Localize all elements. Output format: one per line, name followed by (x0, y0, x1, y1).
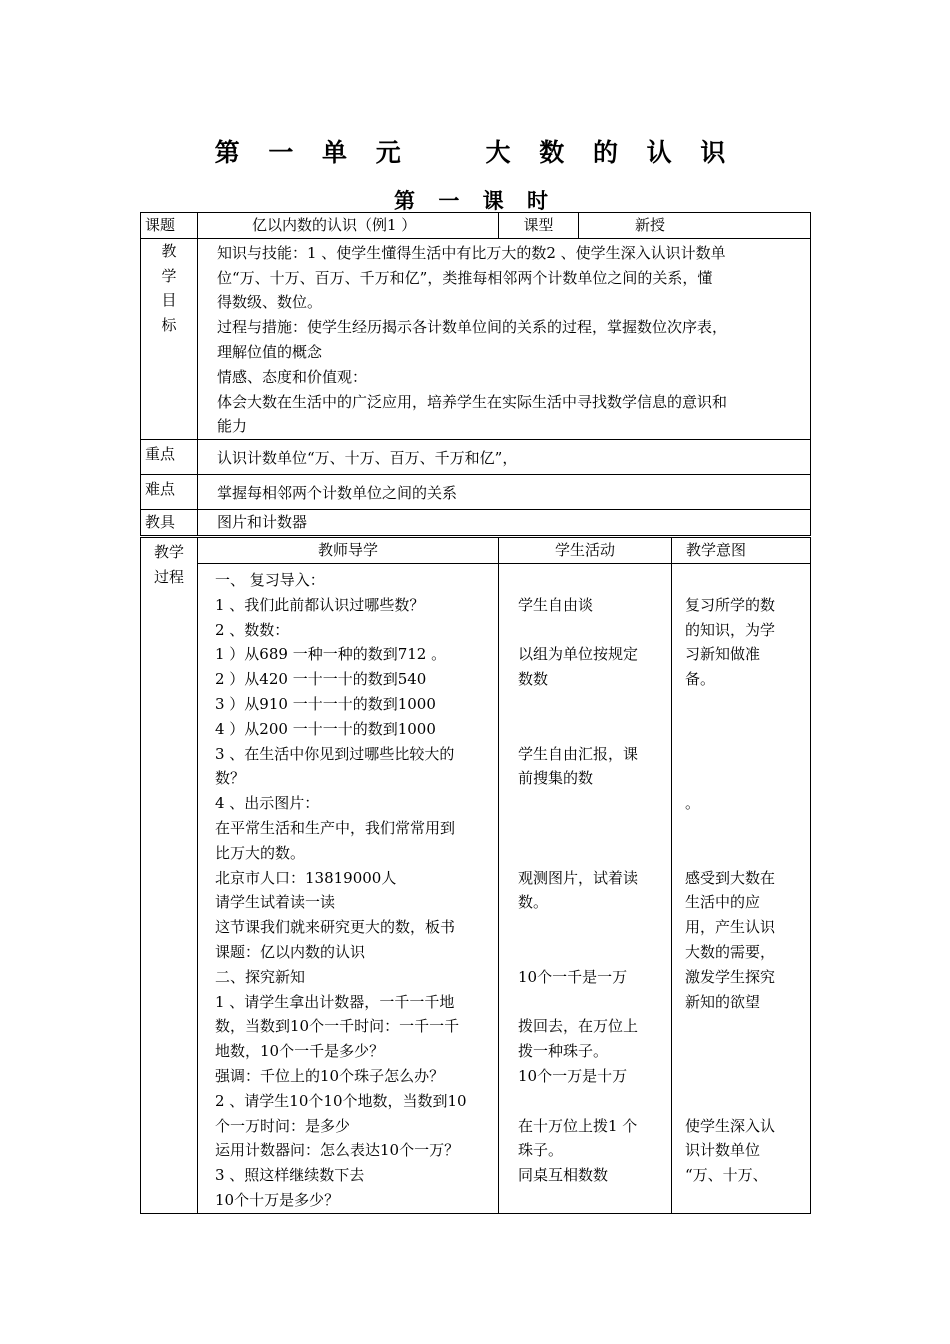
student-activity-line: 拨一种珠子。 (518, 1042, 609, 1061)
student-activity-line: 以组为单位按规定 (518, 645, 639, 664)
intent-line: 大数的需要， (685, 942, 776, 961)
difficulty-label: 难点 (141, 475, 198, 510)
teacher-line: 3 ）从910 一十一十的数到1000 (215, 694, 436, 713)
spacer (685, 692, 806, 717)
teacher-line: 二、探究新知 (215, 967, 306, 986)
spacer (685, 568, 806, 593)
student-activity-line: 学生自由谈 (518, 595, 594, 614)
intent-line: 用，产生认识 (685, 918, 776, 937)
spacer (685, 841, 806, 866)
teacher-line: 北京市人口：13819000人 (215, 868, 397, 887)
spacer (685, 816, 806, 841)
spacer (685, 766, 806, 791)
spacer (518, 940, 667, 965)
difficulty-value: 掌握每相邻两个计数单位之间的关系 (198, 475, 811, 510)
objectives-content (198, 238, 811, 439)
objectives-line: 理解位值的概念 (217, 342, 323, 361)
intent-line: 的知识，为学 (685, 620, 776, 639)
teacher-line: 请学生试着读一读 (215, 893, 336, 912)
spacer (685, 1039, 806, 1064)
process-label-char: 过程 (153, 568, 184, 586)
objectives-line: 位“万、十万、百万、千万和亿”，类推每相邻两个计数单位之间的关系，懂 (217, 268, 713, 287)
student-activity-line: 学生自由汇报，课 (518, 744, 639, 763)
intent-line: 使学生深入认 (685, 1116, 776, 1135)
student-activity-content (499, 564, 672, 1214)
process-table (140, 537, 811, 1214)
student-activity-line: 数数 (518, 670, 549, 689)
spacer (518, 692, 667, 717)
intent-line: 感受到大数在 (685, 868, 776, 887)
type-value: 新授 (579, 213, 811, 239)
key-point-label: 重点 (141, 440, 198, 475)
intent-line: 生活中的应 (685, 893, 761, 912)
spacer (518, 1089, 667, 1114)
process-side-label (141, 538, 198, 1214)
teacher-line: 1 、请学生拿出计数器，一千一千地 (215, 992, 455, 1011)
student-activity-line: 珠子。 (518, 1141, 564, 1160)
spacer (518, 717, 667, 742)
teacher-line: 地数，10个一千是多少？ (215, 1042, 385, 1061)
lesson-title: 第 一 课 时 (394, 188, 556, 213)
topic-value: 亿以内数的认识（例1 ） (198, 213, 499, 239)
teacher-column-header: 教师导学 (198, 538, 499, 564)
type-label: 课型 (499, 213, 579, 239)
student-activity-line: 观测图片，试着读 (518, 868, 639, 887)
teacher-line: 在平常生活和生产中，我们常常用到 (215, 818, 456, 837)
spacer (685, 717, 806, 742)
intent-content (672, 564, 811, 1214)
student-activity-line: 10个一千是一万 (518, 967, 628, 986)
teacher-line: 数，当数到10个一千时问：一千一千 (215, 1017, 460, 1036)
spacer (685, 1014, 806, 1039)
spacer (518, 915, 667, 940)
spacer (518, 816, 667, 841)
spacer (685, 1064, 806, 1089)
objectives-label-char: 标 (161, 316, 177, 335)
spacer (685, 742, 806, 767)
topic-label: 课题 (141, 213, 198, 239)
objectives-label-char: 教 (161, 241, 177, 260)
student-activity-line: 拨回去，在万位上 (518, 1017, 639, 1036)
spacer (518, 618, 667, 643)
intent-line: 新知的欲望 (685, 992, 761, 1011)
objectives-label (141, 238, 198, 439)
teacher-line: 比万大的数。 (215, 843, 306, 862)
tools-label: 教具 (141, 510, 198, 536)
teacher-line: 3 、照这样继续数下去 (215, 1166, 365, 1185)
unit-title: 第 一 单 元 大 数 的 认 识 (214, 138, 736, 167)
teacher-line: 1 ）从689 一种一种的数到712 。 (215, 645, 447, 664)
intent-line: 习新知做准 (685, 645, 761, 664)
student-activity-line: 10个一万是十万 (518, 1066, 628, 1085)
objectives-line: 能力 (217, 417, 248, 436)
objectives-line: 过程与措施：使学生经历揭示各计数单位间的关系的过程，掌握数位次序表， (217, 318, 728, 337)
teacher-guide-content (198, 564, 499, 1214)
intent-line: 备。 (685, 670, 716, 689)
objectives-label-char: 学 (161, 266, 177, 285)
teacher-line: 课题：亿以内数的认识 (215, 942, 366, 961)
teacher-line: 强调：千位上的10个珠子怎么办？ (215, 1066, 445, 1085)
objectives-line: 情感、态度和价值观： (217, 367, 368, 386)
objectives-line: 得数级、数位。 (217, 293, 323, 312)
intent-line: 。 (685, 794, 701, 813)
teacher-line: 4 、出示图片： (215, 794, 320, 813)
teacher-line: 一、 复习导入： (215, 571, 325, 589)
lesson-plan-table (140, 212, 811, 536)
spacer (685, 1089, 806, 1114)
intent-line: 激发学生探究 (685, 967, 776, 986)
tools-value: 图片和计数器 (198, 510, 811, 536)
spacer (518, 568, 667, 593)
student-column-header: 学生活动 (499, 538, 672, 564)
student-activity-line: 同桌互相数数 (518, 1166, 609, 1185)
objectives-line: 体会大数在生活中的广泛应用，培养学生在实际生活中寻找数学信息的意识和 (217, 392, 728, 411)
teacher-line: 这节课我们就来研究更大的数，板书 (215, 918, 456, 937)
student-activity-line: 数。 (518, 893, 549, 912)
spacer (518, 791, 667, 816)
student-activity-line: 前搜集的数 (518, 769, 594, 788)
key-point-value: 认识计数单位“万、十万、百万、千万和亿”， (198, 440, 811, 475)
teacher-line: 3 、在生活中你见到过哪些比较大的 (215, 744, 455, 763)
teacher-line: 2 ）从420 一十一十的数到540 (215, 670, 427, 689)
intent-line: “万、十万、 (685, 1166, 768, 1185)
process-label-char: 教学 (153, 543, 184, 561)
objectives-label-char: 目 (161, 291, 177, 310)
teacher-line: 2 、数数： (215, 620, 290, 639)
teacher-line: 个一万时问：是多少 (215, 1116, 351, 1135)
student-activity-line: 在十万位上拨1 个 (518, 1116, 638, 1135)
teacher-line: 10个十万是多少？ (215, 1190, 340, 1209)
teacher-line: 4 ）从200 一十一十的数到1000 (215, 719, 436, 738)
intent-column-header: 教学意图 (672, 538, 811, 564)
spacer (518, 841, 667, 866)
spacer (518, 990, 667, 1015)
teacher-line: 运用计数器问：怎么表达10个一万？ (215, 1141, 460, 1160)
intent-line: 复习所学的数 (685, 595, 776, 614)
intent-line: 识计数单位 (685, 1141, 761, 1160)
teacher-line: 数？ (215, 769, 246, 788)
teacher-line: 2 、请学生10个10个地数，当数到10 (215, 1091, 467, 1110)
teacher-line: 1 、我们此前都认识过哪些数？ (215, 595, 425, 614)
objectives-line: 知识与技能：1 、使学生懂得生活中有比万大的数2 、使学生深入认识计数单 (217, 243, 726, 262)
